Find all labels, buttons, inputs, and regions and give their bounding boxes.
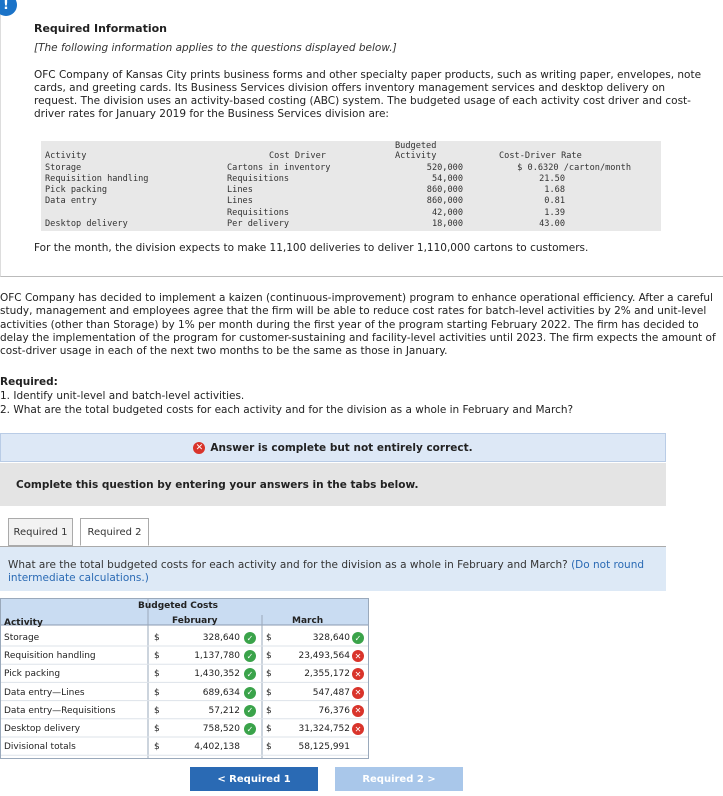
check-circle-icon: ✓ xyxy=(244,632,256,644)
cost-row-rate: 0.81 xyxy=(544,196,565,206)
cost-driver-table xyxy=(41,141,661,231)
x-circle-icon: ✕ xyxy=(193,442,205,454)
row-label: Desktop delivery xyxy=(4,724,81,734)
tab-required-2[interactable]: Required 2 xyxy=(80,518,149,546)
currency-symbol: $ xyxy=(266,633,272,643)
currency-symbol: $ xyxy=(154,705,160,716)
cost-row-driver: Requisitions xyxy=(227,208,290,218)
answer-status-bar xyxy=(0,433,666,462)
header-budgeted-costs: Budgeted Costs xyxy=(138,601,219,611)
check-circle-icon: ✓ xyxy=(244,668,256,680)
cost-row-activity: Desktop delivery xyxy=(45,219,128,229)
march-input[interactable]: 76,376 xyxy=(318,705,350,716)
header-march: March xyxy=(292,616,324,626)
march-input[interactable]: 328,640 xyxy=(312,633,350,643)
check-circle-icon: ✓ xyxy=(352,632,364,644)
february-input[interactable]: 328,640 xyxy=(202,633,240,643)
question-box xyxy=(0,546,666,591)
february-input[interactable]: 1,137,780 xyxy=(194,651,240,662)
cost-row-driver: Cartons in inventory xyxy=(227,163,331,173)
cost-row-budgeted: 860,000 xyxy=(426,196,463,206)
required-item-1: 1. Identify unit-level and batch-level activities. xyxy=(0,390,245,402)
cost-row-rate: 1.39 xyxy=(544,208,565,218)
currency-symbol: $ xyxy=(154,724,160,734)
cost-row-driver: Requisitions xyxy=(227,174,290,184)
info-paragraph: OFC Company of Kansas City prints business forms and other specialty paper products, such as writing paper, envelopes, note cards, and greeting cards. Its Business Services division offers inventory management services and desktop delivery on request. The division uses an activity-based costing (ABC) system. The budgeted usage of each activity cost driver and cost-driver rates for January 2019 for the Business Services division are: xyxy=(34,69,702,120)
march-input[interactable]: 23,493,564 xyxy=(298,651,350,662)
col-header-budgeted-top: Budgeted xyxy=(395,141,437,151)
question-hint: (Do not round intermediate calculations.) xyxy=(8,559,645,584)
col-header-driver: Cost Driver xyxy=(269,151,326,161)
row-label: Data entry—Requisitions xyxy=(4,705,116,716)
cost-row-activity: Requisition handling xyxy=(45,174,149,184)
cost-row-activity: Storage xyxy=(45,163,82,173)
check-circle-icon: ✓ xyxy=(244,723,256,735)
row-label: Pick packing xyxy=(4,669,61,680)
row-label: Requisition handling xyxy=(4,651,96,662)
february-input[interactable]: 758,520 xyxy=(202,724,240,734)
check-circle-icon: ✓ xyxy=(244,650,256,662)
instruction-text: Complete this question by entering your answers in the tabs below. xyxy=(16,478,419,491)
cost-row-rate: 21.50 xyxy=(539,174,565,184)
required-item-2: 2. What are the total budgeted costs for each activity and for the division as a whole in February and March? xyxy=(0,404,574,416)
instruction-bar xyxy=(0,463,666,506)
cost-row-driver: Lines xyxy=(227,185,253,195)
cost-row-activity: Pick packing xyxy=(45,185,108,195)
february-input[interactable]: 57,212 xyxy=(208,705,240,716)
cost-row-budgeted: 520,000 xyxy=(426,163,463,173)
currency-symbol: $ xyxy=(266,705,272,716)
cost-row-activity: Data entry xyxy=(45,196,97,206)
currency-symbol: $ xyxy=(154,687,160,698)
header-activity: Activity xyxy=(4,618,43,628)
march-input[interactable]: 547,487 xyxy=(312,687,350,698)
header-february: February xyxy=(172,616,218,626)
row-label: Divisional totals xyxy=(4,742,76,753)
currency-symbol: $ xyxy=(154,669,160,680)
cost-row-rate: 43.00 xyxy=(539,219,565,229)
scenario-paragraph: OFC Company has decided to implement a kaizen (continuous-improvement) program to enhance operational efficiency. After a careful study, management and employees agree that the firm will be able to reduce cost rates for batch-level activities by 2% and unit-level activities (other than Storage) by 1% per month during the first year of the program starting February 2022. The firm has decided to delay the implementation of the program for customer-sustaining and facility-level activities until 2023. The firm expects the amount of cost-driver usage in each of the next two months to be the same as those in January. xyxy=(0,292,716,358)
cost-row-driver: Lines xyxy=(227,196,253,206)
required-heading: Required: xyxy=(0,376,58,388)
march-input[interactable]: 58,125,991 xyxy=(298,742,350,753)
col-header-rate: Cost-Driver Rate xyxy=(499,151,582,161)
cost-row-rate: 1.68 xyxy=(544,185,565,195)
march-input[interactable]: 31,324,752 xyxy=(298,724,350,734)
alert-icon: ! xyxy=(0,0,17,16)
info-summary: For the month, the division expects to make 11,100 deliveries to deliver 1,110,000 cartons to customers. xyxy=(34,242,589,254)
cost-row-budgeted: 18,000 xyxy=(431,219,463,229)
march-input[interactable]: 2,355,172 xyxy=(304,669,350,680)
currency-symbol: $ xyxy=(266,742,272,753)
x-circle-icon: ✕ xyxy=(352,668,364,680)
february-input[interactable]: 1,430,352 xyxy=(194,669,240,680)
budgeted-costs-table xyxy=(0,598,370,758)
question-text: What are the total budgeted costs for each activity and for the division as a whole in February and March? xyxy=(8,559,568,571)
cost-row-budgeted: 54,000 xyxy=(431,174,463,184)
required-information-panel xyxy=(0,0,723,277)
next-required-2-button[interactable]: Required 2 > xyxy=(335,767,463,791)
cost-row-budgeted: 860,000 xyxy=(426,185,463,195)
currency-symbol: $ xyxy=(266,669,272,680)
row-label: Storage xyxy=(4,633,40,643)
row-label: Data entry—Lines xyxy=(4,687,85,698)
col-header-activity: Activity xyxy=(45,151,87,161)
currency-symbol: $ xyxy=(154,742,160,753)
check-circle-icon: ✓ xyxy=(244,705,256,717)
currency-symbol: $ xyxy=(266,687,272,698)
currency-symbol: $ xyxy=(154,633,160,643)
currency-symbol: $ xyxy=(266,651,272,662)
currency-symbol: $ xyxy=(266,724,272,734)
cost-row-driver: Per delivery xyxy=(227,219,290,229)
check-circle-icon: ✓ xyxy=(244,687,256,699)
tab-required-1[interactable]: Required 1 xyxy=(8,518,73,546)
x-circle-icon: ✕ xyxy=(352,687,364,699)
answer-status-text: Answer is complete but not entirely correct. xyxy=(210,441,473,454)
currency-symbol: $ xyxy=(154,651,160,662)
prev-required-1-button[interactable]: < Required 1 xyxy=(190,767,318,791)
february-input[interactable]: 689,634 xyxy=(202,687,240,698)
february-input[interactable]: 4,402,138 xyxy=(194,742,240,753)
info-title: Required Information xyxy=(34,22,167,35)
cost-row-rate: $ 0.6320 /carton/month xyxy=(517,163,631,173)
x-circle-icon: ✕ xyxy=(352,723,364,735)
info-note: [The following information applies to the questions displayed below.] xyxy=(34,42,397,54)
x-circle-icon: ✕ xyxy=(352,650,364,662)
x-circle-icon: ✕ xyxy=(352,705,364,717)
cost-row-budgeted: 42,000 xyxy=(431,208,463,218)
col-header-budgeted-bottom: Activity xyxy=(395,151,437,161)
